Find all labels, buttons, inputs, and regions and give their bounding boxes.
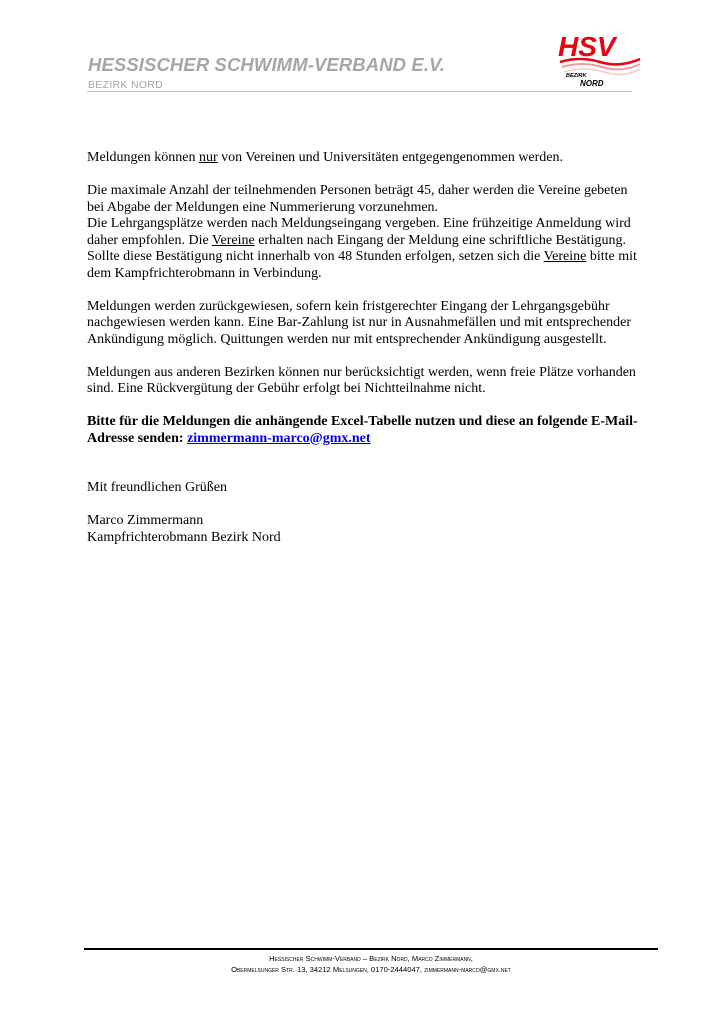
footer-line-2: Obermelsunger Str. 13, 34212 Melsungen, 0170-2444047, zimmermann-marco@gmx.net xyxy=(231,965,511,974)
footer xyxy=(84,953,658,975)
signature-name: Marco Zimmermann xyxy=(87,513,204,528)
paragraph-1: Meldungen können nur von Vereinen und Universitäten entgegengenommen werden. xyxy=(87,150,564,165)
paragraph-5: Bitte für die Meldungen die anhängende Excel-Tabelle nutzen und diese an folgende E-Mail-Adresse senden: zimmermann-marco@gmx.net xyxy=(87,414,638,446)
header-subtitle: BEZIRK NORD xyxy=(88,79,164,91)
paragraph-2: Die maximale Anzahl der teilnehmenden Personen beträgt 45, daher werden die Vereine gebeten bei Abgabe der Meldungen eine Nummerierung vorzunehmen. Die Lehrgangsplätze werden nach Meldungseingang vergeben. Eine frühzeitige Anmeldung wird daher empfohlen. Die Vereine erhalten nach Eingang der Meldung eine schriftliche Bestätigung. Sollte diese Bestätigung nicht innerhalb von 48 Stunden erfolgen, setzen sich die Vereine bitte mit dem Kampfrichterobmann in Verbindung. xyxy=(87,183,637,281)
underlined-vereine-1: Vereine xyxy=(211,232,255,248)
underlined-nur: nur xyxy=(198,150,218,165)
hsv-logo xyxy=(556,28,642,94)
logo-sub-nord: NORD xyxy=(580,79,604,88)
paragraph-3: Meldungen werden zurückgewiesen, sofern kein fristgerechter Eingang der Lehrgangsgebühr nachgewiesen werden kann. Eine Bar-Zahlung ist nur in Ausnahmefällen und mit entsprechender Ankündigung möglich. Quittungen werden nur mit entsprechender Ankündigung ausgestellt. xyxy=(87,298,631,347)
signature-title: Kampfrichterobmann Bezirk Nord xyxy=(87,529,281,545)
header-title: HESSISCHER SCHWIMM-VERBAND E.V. xyxy=(88,54,446,75)
footer-divider xyxy=(84,948,658,950)
logo-sub-bezirk: BEZIRK xyxy=(566,73,587,79)
underlined-vereine-2: Vereine xyxy=(543,249,587,264)
closing: Mit freundlichen Grüßen xyxy=(87,480,227,495)
footer-line-1: Hessischer Schwimm-Verband – Bezirk Nord, Marco Zimmermann, xyxy=(269,954,473,963)
logo-wave-2 xyxy=(562,64,640,69)
logo-text: HSV xyxy=(558,31,616,62)
letter-body xyxy=(87,150,639,563)
email-link[interactable]: zimmermann-marco@gmx.net xyxy=(187,430,371,446)
paragraph-4: Meldungen aus anderen Bezirken können nur berücksichtigt werden, wenn freie Plätze vorhanden sind. Eine Rückvergütung der Gebühr erfolgt bei Nichtteilnahme nicht. xyxy=(87,364,636,396)
header-divider xyxy=(87,91,632,92)
